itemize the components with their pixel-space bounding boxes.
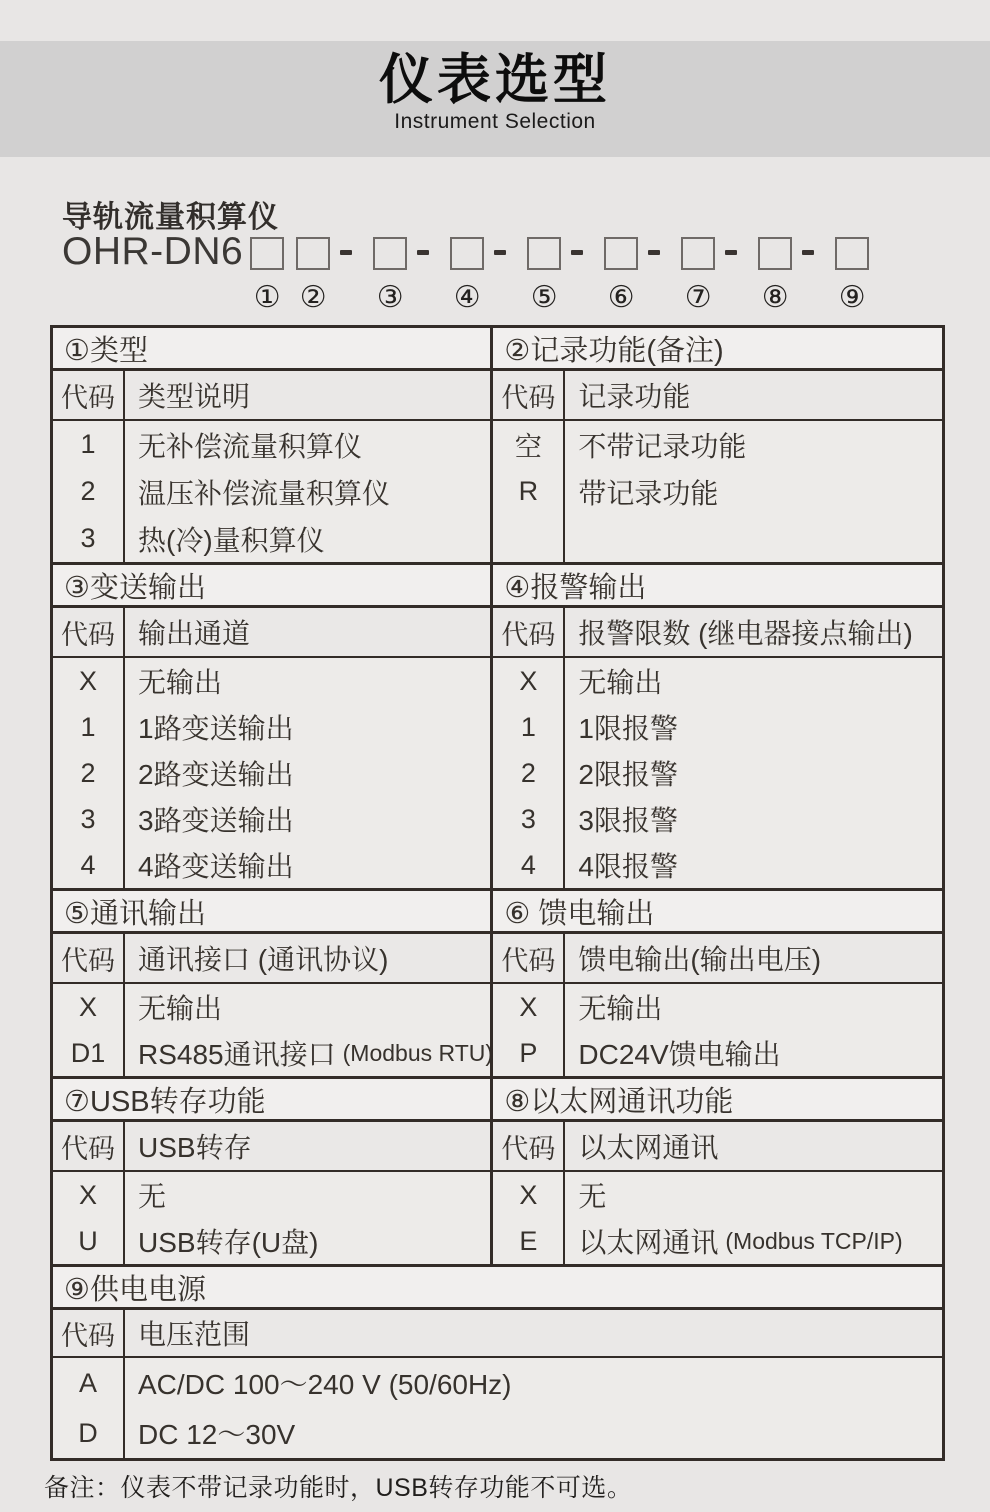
desc-column [565, 984, 942, 1076]
item-desc [125, 1218, 490, 1264]
item-desc-note: (Modbus TCP/IP) [725, 1227, 903, 1254]
model-digit-slot-3 [373, 231, 407, 314]
item-code: 1 [80, 429, 96, 459]
item-desc [565, 750, 942, 796]
item-desc [565, 468, 942, 515]
item-desc [125, 1030, 493, 1076]
item-desc-text: 无输出 [138, 667, 223, 698]
item-desc [565, 842, 942, 888]
model-digit-slot-8 [758, 231, 792, 314]
item-desc [125, 750, 490, 796]
code-column [493, 984, 565, 1076]
item-code: 2 [80, 476, 96, 506]
item-desc-text: 无输出 [138, 993, 223, 1024]
desc-column [565, 1172, 942, 1264]
section-⑧ [490, 1079, 942, 1264]
item-code: A [78, 1367, 97, 1398]
desc-column-header: 以太网通讯 [578, 1132, 719, 1163]
table-band-1 [53, 328, 942, 562]
section-items [493, 984, 942, 1076]
table-band-2 [53, 562, 942, 888]
section-title: ⑥ 馈电输出 [493, 891, 942, 934]
desc-column-header: 输出通道 [138, 618, 251, 649]
item-code: E [519, 1225, 538, 1256]
section-⑥ [490, 891, 942, 1076]
desc-column-header: USB转存 [138, 1132, 252, 1163]
code-column [53, 658, 125, 888]
section-header-row [53, 608, 490, 658]
item-desc-text: USB转存(U盘) [138, 1227, 319, 1258]
section-items [53, 984, 494, 1076]
item-code: 1 [520, 711, 536, 742]
item-desc-text: 3路变送输出 [138, 805, 294, 836]
model-code-boxes [250, 231, 869, 314]
position-number: ③ [376, 280, 404, 315]
model-digit-slot-5 [527, 231, 561, 314]
item-code: X [78, 1179, 97, 1210]
dash-separator [648, 250, 660, 255]
section-items [53, 1358, 942, 1458]
desc-column [565, 658, 942, 888]
item-code: D1 [70, 1037, 106, 1068]
table-band-4 [53, 1076, 942, 1264]
item-code: P [519, 1037, 538, 1068]
item-desc-text: 温压补偿流量积算仪 [138, 477, 391, 509]
desc-column [125, 1172, 490, 1264]
dash-separator [571, 250, 583, 255]
header-banner [0, 41, 990, 157]
section-⑦ [53, 1079, 490, 1264]
code-column [493, 658, 565, 888]
dash-separator [340, 250, 352, 255]
dash-separator [725, 250, 737, 255]
code-column-header: 代码 [53, 1122, 125, 1170]
position-number: ⑨ [838, 280, 866, 315]
item-desc-text: 带记录功能 [578, 477, 719, 509]
code-column-header: 代码 [53, 608, 125, 656]
dash-separator [802, 250, 814, 255]
selection-table [50, 325, 945, 1461]
section-⑨ [53, 1267, 942, 1458]
product-name: 导轨流量积算仪 [62, 201, 279, 234]
position-number: ① [253, 280, 281, 315]
desc-column-header: 馈电输出(输出电压) [578, 944, 822, 975]
model-prefix: OHR-DN6 [62, 230, 244, 273]
item-desc [125, 468, 490, 515]
item-desc [125, 1408, 942, 1458]
item-desc [125, 658, 490, 704]
desc-column [565, 421, 942, 562]
item-desc [125, 842, 490, 888]
item-desc-text: 无 [138, 1181, 167, 1212]
section-title: ⑦USB转存功能 [53, 1079, 490, 1122]
item-code: D [78, 1417, 98, 1448]
table-band-5 [53, 1264, 942, 1458]
section-items [493, 658, 942, 888]
item-code: X [78, 665, 97, 696]
model-code-box [450, 237, 484, 270]
page-subtitle: Instrument Selection [394, 110, 596, 133]
item-desc [125, 704, 490, 750]
section-title: ④报警输出 [493, 565, 942, 608]
section-items [53, 1172, 490, 1264]
section-header-row [493, 934, 942, 984]
desc-column-header: 报警限数 (继电器接点输出) [578, 618, 913, 649]
item-code: 3 [80, 523, 96, 553]
item-desc-text: 无 [578, 1181, 607, 1212]
code-column [53, 1358, 125, 1458]
section-③ [53, 565, 490, 888]
item-desc [565, 421, 942, 468]
code-column-header: 代码 [493, 371, 565, 419]
item-code: X [78, 991, 97, 1022]
item-code: 4 [80, 849, 96, 880]
item-desc [125, 1172, 490, 1218]
page-title: 仪表选型 [379, 50, 611, 110]
position-number: ④ [453, 280, 481, 315]
model-code-box [373, 237, 407, 270]
item-desc-text: 无输出 [578, 667, 663, 698]
item-code: 3 [80, 803, 96, 834]
desc-column [125, 658, 490, 888]
model-digit-slot-6 [604, 231, 638, 314]
section-① [53, 328, 490, 562]
table-band-3 [53, 888, 942, 1076]
code-column-header: 代码 [53, 371, 125, 419]
section-header-row [53, 1122, 490, 1172]
item-desc [565, 704, 942, 750]
item-desc [565, 1030, 942, 1076]
item-desc [565, 1172, 942, 1218]
desc-column [125, 421, 490, 562]
item-desc [565, 658, 942, 704]
section-title: ⑤通讯输出 [53, 891, 490, 934]
item-code: U [78, 1225, 98, 1256]
section-header-row [493, 371, 942, 421]
code-column [493, 421, 565, 562]
section-items [493, 1172, 942, 1264]
item-code: 2 [80, 757, 96, 788]
item-desc [125, 796, 490, 842]
desc-column-header: 通讯接口 (通讯协议) [138, 944, 389, 975]
item-code: X [519, 1179, 538, 1210]
model-digit-slot-4 [450, 231, 484, 314]
position-number: ② [299, 280, 327, 315]
code-column-header: 代码 [493, 608, 565, 656]
item-code: R [518, 476, 539, 506]
section-title: ②记录功能(备注) [493, 328, 942, 371]
model-code-box [296, 237, 330, 270]
section-items [53, 658, 490, 888]
desc-column-header: 记录功能 [578, 381, 691, 412]
section-items [493, 421, 942, 562]
item-desc [125, 1358, 942, 1408]
model-code-box [681, 237, 715, 270]
model-digit-slot-7 [681, 231, 715, 314]
section-④ [490, 565, 942, 888]
section-header-row [53, 934, 490, 984]
item-desc-text: 1限报警 [578, 713, 678, 744]
position-number: ⑥ [607, 280, 635, 315]
section-② [490, 328, 942, 562]
item-desc-text: 无输出 [578, 993, 663, 1024]
item-desc [125, 984, 493, 1030]
item-desc [565, 984, 942, 1030]
model-digit-slot-9 [835, 231, 869, 314]
section-title: ①类型 [53, 328, 490, 371]
code-column-header: 代码 [53, 934, 125, 982]
code-column-header: 代码 [53, 1310, 125, 1356]
section-header-row [53, 371, 490, 421]
desc-column-header: 电压范围 [138, 1319, 251, 1350]
item-desc-text: RS485通讯接口 [138, 1039, 336, 1070]
item-code: X [519, 665, 538, 696]
item-desc [565, 1218, 942, 1264]
item-desc-text: 以太网通讯 [578, 1227, 719, 1258]
dash-separator [417, 250, 429, 255]
item-desc-text: 热(冷)量积算仪 [138, 524, 325, 556]
item-desc-text: 2路变送输出 [138, 759, 294, 790]
desc-column-header: 类型说明 [138, 381, 251, 412]
item-desc-text: 3限报警 [578, 805, 678, 836]
item-code: 4 [520, 849, 536, 880]
item-desc-text: DC24V馈电输出 [578, 1039, 781, 1070]
desc-column [125, 1358, 942, 1458]
item-code: X [519, 991, 538, 1022]
item-desc-text: 不带记录功能 [578, 430, 747, 462]
item-desc-text: 4路变送输出 [138, 851, 294, 882]
item-desc-text: 4限报警 [578, 851, 678, 882]
model-code-box [250, 237, 284, 270]
item-desc-text: AC/DC 100～240 V (50/60Hz) [138, 1369, 512, 1400]
section-header-row [53, 1310, 942, 1358]
item-desc [565, 796, 942, 842]
section-header-row [493, 608, 942, 658]
code-column-header: 代码 [493, 1122, 565, 1170]
item-desc-text: DC 12～30V [138, 1419, 296, 1450]
section-⑤ [53, 891, 494, 1076]
desc-column [125, 984, 493, 1076]
item-code: 2 [520, 757, 536, 788]
position-number: ⑦ [684, 280, 712, 315]
code-column [493, 1172, 565, 1264]
position-number: ⑧ [761, 280, 789, 315]
item-desc [125, 421, 490, 468]
position-number: ⑤ [530, 280, 558, 315]
code-column [53, 421, 125, 562]
model-code-box [758, 237, 792, 270]
section-items [53, 421, 490, 562]
section-title: ③变送输出 [53, 565, 490, 608]
item-desc-note: (Modbus RTU) [342, 1039, 494, 1066]
model-code-box [604, 237, 638, 270]
model-code-box [835, 237, 869, 270]
item-code: 1 [80, 711, 96, 742]
footnote: 备注：仪表不带记录功能时，USB转存功能不可选。 [44, 1474, 633, 1502]
item-desc-text: 2限报警 [578, 759, 678, 790]
section-header-row [493, 1122, 942, 1172]
dash-separator [494, 250, 506, 255]
model-digit-slot-1 [250, 231, 284, 314]
item-desc-text: 无补偿流量积算仪 [138, 430, 363, 462]
item-code: 空 [514, 432, 542, 462]
section-title: ⑨供电电源 [53, 1267, 942, 1310]
item-desc [125, 515, 490, 562]
code-column [53, 1172, 125, 1264]
code-column-header: 代码 [493, 934, 565, 982]
section-title: ⑧以太网通讯功能 [493, 1079, 942, 1122]
model-code-box [527, 237, 561, 270]
item-code: 3 [520, 803, 536, 834]
item-desc-text: 1路变送输出 [138, 713, 294, 744]
model-digit-slot-2 [296, 231, 330, 314]
code-column [53, 984, 125, 1076]
model-code-line [62, 231, 869, 314]
